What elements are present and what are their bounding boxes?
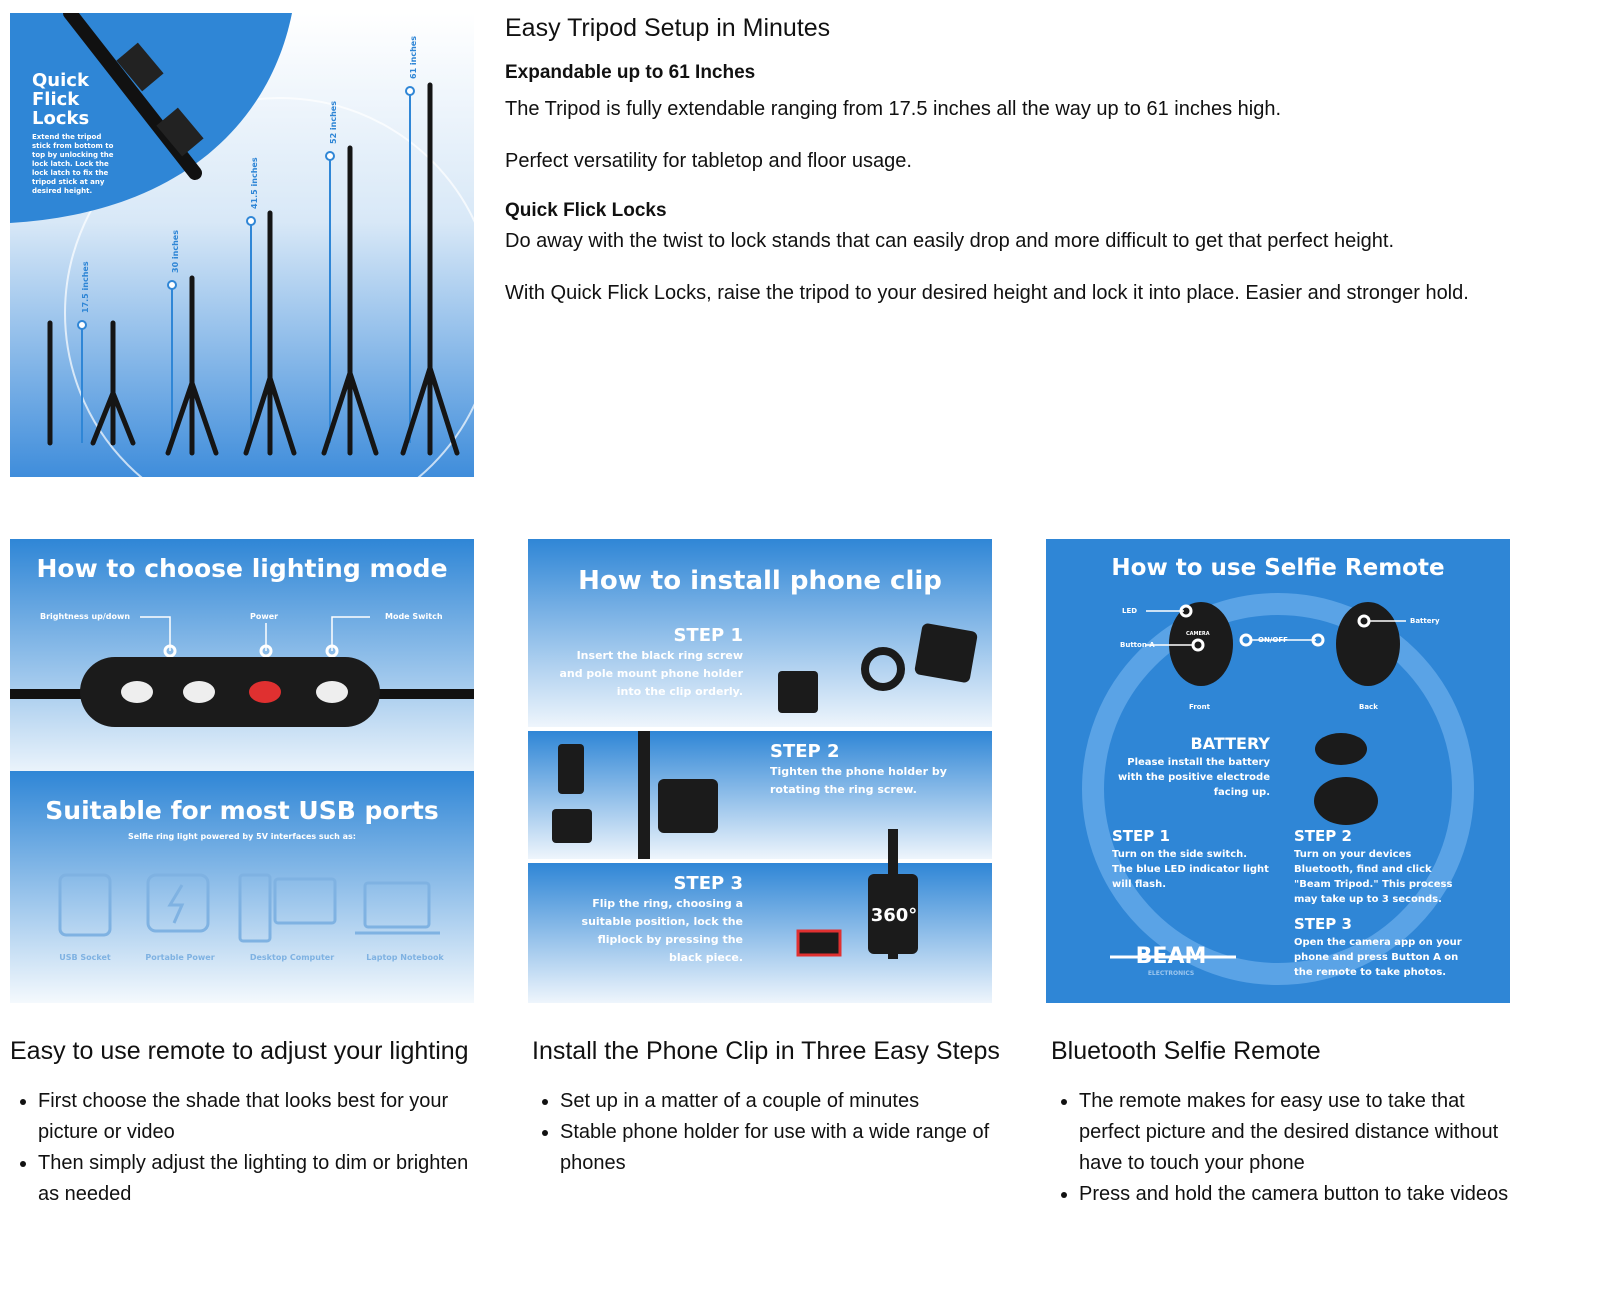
quick-flick-heading: Quick Flick Locks <box>505 200 667 221</box>
badge-line-1: Quick <box>32 70 89 91</box>
battery-line2: with the positive electrode <box>1117 772 1270 783</box>
bullet: • The remote makes for easy use to take that perfect picture and the desired distance without have to touch your phone <box>1079 1086 1521 1179</box>
battery-line1: Please install the battery <box>1127 757 1270 768</box>
remote-step2-line2: Bluetooth, find and click <box>1294 864 1432 875</box>
remote-front-label: Front <box>1189 703 1210 711</box>
selfie-remote-image <box>1046 539 1510 1003</box>
rotation-360-label: 360° <box>870 905 918 926</box>
versatility-paragraph: Perfect versatility for tabletop and floor usage. <box>505 150 912 172</box>
badge-desc-0: Extend the tripod <box>32 133 102 141</box>
usb-subtitle: Selfie ring light powered by 5V interfaces such as: <box>128 832 356 841</box>
clip-step3-label: STEP 3 <box>673 873 743 894</box>
lighting-panel-title: How to choose lighting mode <box>36 554 448 583</box>
selfie-remote-title: Bluetooth Selfie Remote <box>1051 1037 1321 1065</box>
device-laptop: Laptop Notebook <box>366 953 444 962</box>
remote-step2-line3: "Beam Tripod." This process <box>1294 879 1453 890</box>
clip-step1-line2: and pole mount phone holder <box>559 667 743 680</box>
phone-clip-section <box>532 1035 1002 1179</box>
expandable-heading: Expandable up to 61 Inches <box>505 62 756 83</box>
remote-camera-label: CAMERA <box>1186 631 1210 637</box>
badge-desc-3: lock latch. Lock the <box>32 160 109 168</box>
phone-clip-image <box>528 539 992 1003</box>
phone-clip-title: Install the Phone Clip in Three Easy Steps <box>532 1037 1000 1065</box>
remote-step2-line1: Turn on your devices <box>1294 849 1412 860</box>
selfie-remote-illustration <box>1046 539 1510 1003</box>
remote-button-a-label: Button A <box>1120 641 1155 649</box>
quick-flick-paragraph: With Quick Flick Locks, raise the tripod to your desired height and lock it into place. Easier and stronger hold. <box>505 282 1469 304</box>
remote-step3-line2: phone and press Button A on <box>1294 952 1459 963</box>
remote-panel-title: How to use Selfie Remote <box>1111 555 1445 581</box>
remote-onoff-label: ON/OFF <box>1258 636 1288 644</box>
badge-line-3: Locks <box>32 108 90 129</box>
height-label-1: 17.5 inches <box>81 261 90 313</box>
clip-step3-line1: Flip the ring, choosing a <box>592 897 743 910</box>
clip-step3-line4: black piece. <box>669 951 743 964</box>
badge-desc-4: lock latch to fix the <box>32 169 109 177</box>
height-label-3: 41.5 inches <box>250 157 259 209</box>
remote-step1-line1: Turn on the side switch. <box>1112 849 1248 860</box>
height-label-2: 30 inches <box>171 230 180 273</box>
lighting-remote-title: Easy to use remote to adjust your lighting <box>10 1037 469 1065</box>
usb-title: Suitable for most USB ports <box>45 796 439 825</box>
height-label-4: 52 inches <box>329 101 338 144</box>
tripod-heights-image <box>10 13 474 477</box>
badge-desc-5: tripod stick at any <box>32 178 105 186</box>
beam-logo: BEAM <box>1135 944 1207 969</box>
badge-desc-1: stick from bottom to <box>32 142 114 150</box>
selfie-remote-section <box>1051 1035 1521 1210</box>
remote-step1-line3: will flash. <box>1112 879 1167 890</box>
bullet: • Press and hold the camera button to take videos <box>1079 1179 1521 1210</box>
beam-logo-sub: ELECTRONICS <box>1147 970 1195 977</box>
clip-step2-line2: rotating the ring screw. <box>770 783 917 796</box>
selfie-remote-bullets <box>1051 1086 1521 1210</box>
phone-clip-bullets <box>532 1086 1002 1179</box>
remote-step2-line4: may take up to 3 seconds. <box>1294 894 1442 905</box>
clip-step2-line1: Tighten the phone holder by <box>770 765 947 778</box>
remote-step3-line3: the remote to take photos. <box>1294 967 1447 978</box>
badge-line-2: Flick <box>32 89 80 110</box>
bullet: • Then simply adjust the lighting to dim or brighten as needed <box>38 1148 480 1210</box>
clip-step3-line3: fliplock by pressing the <box>597 933 743 946</box>
remote-battery-label: Battery <box>1410 617 1440 625</box>
lighting-mode-image <box>10 539 474 1003</box>
remote-step2-label: STEP 2 <box>1294 827 1352 845</box>
remote-step3-line1: Open the camera app on your <box>1294 937 1462 948</box>
twist-lock-paragraph: Do away with the twist to lock stands that can easily drop and more difficult to get that perfect height. <box>505 230 1394 252</box>
badge-desc-2: top by unlocking the <box>32 151 114 159</box>
remote-step1-line2: The blue LED indicator light <box>1112 864 1269 875</box>
device-desktop: Desktop Computer <box>249 953 335 962</box>
device-usb-socket: USB Socket <box>59 953 111 962</box>
power-label: Power <box>250 612 279 621</box>
remote-step3-label: STEP 3 <box>1294 915 1352 933</box>
remote-step1-label: STEP 1 <box>1112 827 1170 845</box>
brightness-label: Brightness up/down <box>40 612 131 621</box>
clip-panel-title: How to install phone clip <box>578 566 942 596</box>
expandable-paragraph: The Tripod is fully extendable ranging from 17.5 inches all the way up to 61 inches high. <box>505 98 1282 120</box>
lighting-remote-section <box>10 1035 480 1210</box>
tripod-title: Easy Tripod Setup in Minutes <box>505 14 831 42</box>
lighting-remote-bullets <box>10 1086 480 1210</box>
clip-step1-line1: Insert the black ring screw <box>576 649 743 662</box>
battery-heading: BATTERY <box>1190 734 1270 753</box>
clip-step1-line3: into the clip orderly. <box>616 685 743 698</box>
clip-step1-label: STEP 1 <box>673 625 743 646</box>
bullet: • Stable phone holder for use with a wide range of phones <box>560 1117 1002 1179</box>
remote-back-label: Back <box>1359 703 1378 711</box>
badge-desc-6: desired height. <box>32 187 93 195</box>
remote-led-label: LED <box>1122 607 1138 615</box>
clip-step3-line2: suitable position, lock the <box>581 915 743 928</box>
phone-clip-illustration <box>528 539 992 1003</box>
tripod-heights-illustration <box>10 13 474 477</box>
mode-switch-label: Mode Switch <box>385 612 443 621</box>
device-portable-power: Portable Power <box>145 953 215 962</box>
bullet: • First choose the shade that looks best for your picture or video <box>38 1086 480 1148</box>
tripod-description <box>505 12 1565 330</box>
clip-step2-label: STEP 2 <box>770 741 840 762</box>
lighting-mode-illustration <box>10 539 474 1003</box>
bullet: • Set up in a matter of a couple of minutes <box>560 1086 1002 1117</box>
height-label-5: 61 inches <box>409 36 418 79</box>
battery-line3: facing up. <box>1213 787 1270 798</box>
